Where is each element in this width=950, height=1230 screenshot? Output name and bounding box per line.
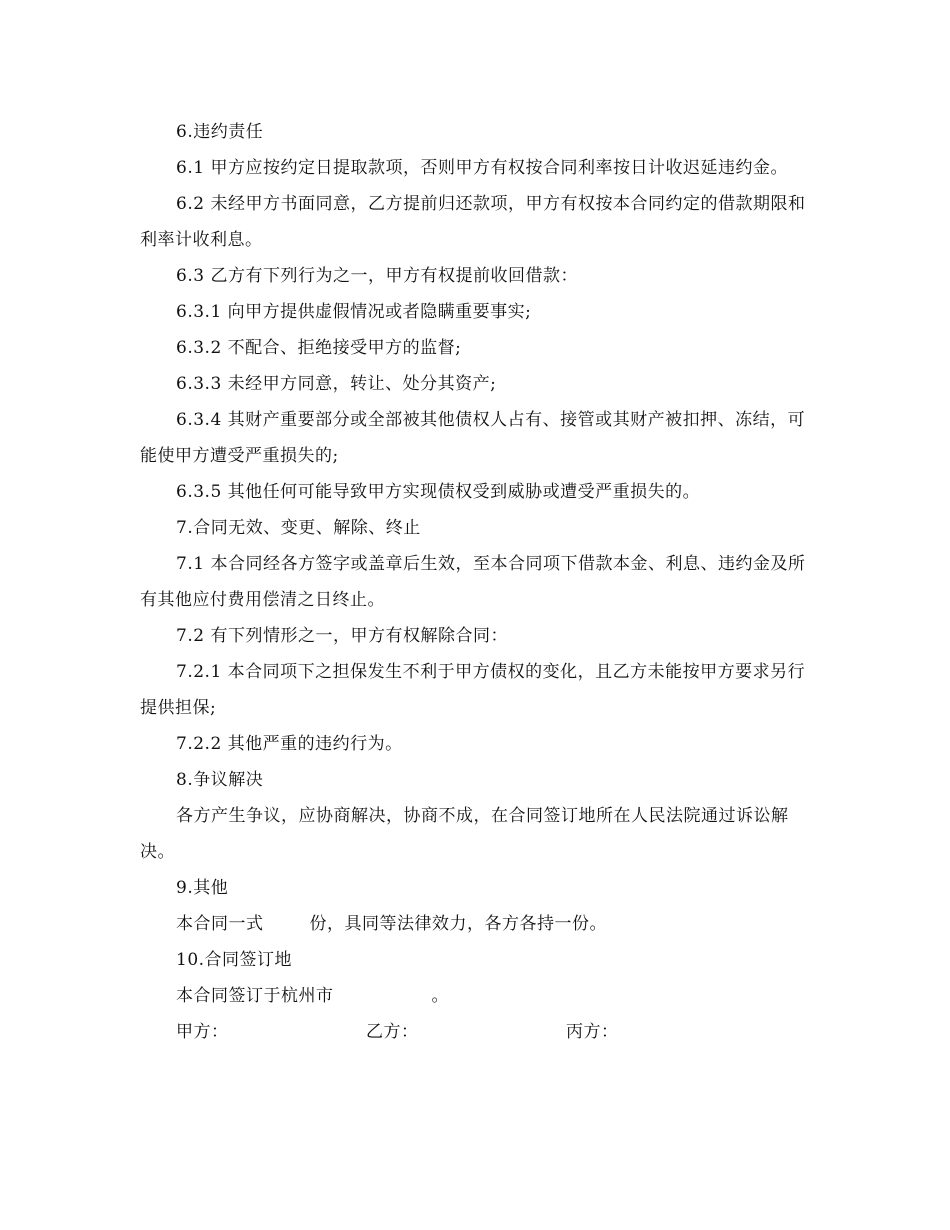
- party-b-signature[interactable]: 乙方：: [366, 1022, 419, 1042]
- clause-7-1: 7.1 本合同经各方签字或盖章后生效，至本合同项下借款本金、利息、违约金及所有其他应付费用偿清之日终止。: [140, 554, 806, 610]
- place-text-before: 本合同签订于杭州市: [176, 986, 334, 1006]
- clause-7-2-2: 7.2.2 其他严重的违约行为。: [176, 734, 403, 754]
- contract-body: [140, 114, 812, 1050]
- clause-7-2-1: 7.2.1 本合同项下之担保发生不利于甲方债权的变化，且乙方未能按甲方要求另行提供担保;: [140, 662, 806, 718]
- clause-7-2: 7.2 有下列情形之一，甲方有权解除合同：: [176, 626, 508, 646]
- clause-6-3-2: 6.3.2 不配合、拒绝接受甲方的监督;: [176, 338, 462, 358]
- section-heading-other: 9.其他: [176, 878, 229, 898]
- place-text-after: 。: [431, 986, 449, 1006]
- clause-6-3-3: 6.3.3 未经甲方同意，转让、处分其资产;: [176, 374, 497, 394]
- signature-row: [140, 1014, 812, 1050]
- clause-6-3-5: 6.3.5 其他任何可能导致甲方实现债权受到威胁或遭受严重损失的。: [176, 482, 701, 502]
- party-c-signature[interactable]: 丙方：: [566, 1022, 619, 1042]
- copies-text-after: 份，具同等法律效力，各方各持一份。: [309, 914, 607, 934]
- section-heading-termination: 7.合同无效、变更、解除、终止: [176, 518, 421, 538]
- clause-6-3: 6.3 乙方有下列行为之一，甲方有权提前收回借款：: [176, 266, 578, 286]
- section-heading-breach: 6.违约责任: [176, 122, 264, 142]
- party-a-signature[interactable]: 甲方：: [176, 1022, 229, 1042]
- clause-6-2: 6.2 未经甲方书面同意，乙方提前归还款项，甲方有权按本合同约定的借款期限和利率计收利息。: [140, 194, 806, 250]
- clause-copies: [140, 906, 812, 942]
- section-heading-place: 10.合同签订地: [176, 950, 293, 970]
- clause-6-1: 6.1 甲方应按约定日提取款项，否则甲方有权按合同利率按日计收迟延违约金。: [176, 158, 788, 178]
- clause-6-3-1: 6.3.1 向甲方提供虚假情况或者隐瞒重要事实;: [176, 302, 532, 322]
- clause-dispute-text: 各方产生争议，应协商解决，协商不成，在合同签订地所在人民法院通过诉讼解决。: [140, 806, 789, 862]
- section-heading-dispute: 8.争议解决: [176, 770, 264, 790]
- copies-text-before: 本合同一式: [176, 914, 264, 934]
- clause-place: [140, 978, 812, 1014]
- clause-6-3-4: 6.3.4 其财产重要部分或全部被其他债权人占有、接管或其财产被扣押、冻结，可能使甲方遭受严重损失的;: [140, 410, 806, 466]
